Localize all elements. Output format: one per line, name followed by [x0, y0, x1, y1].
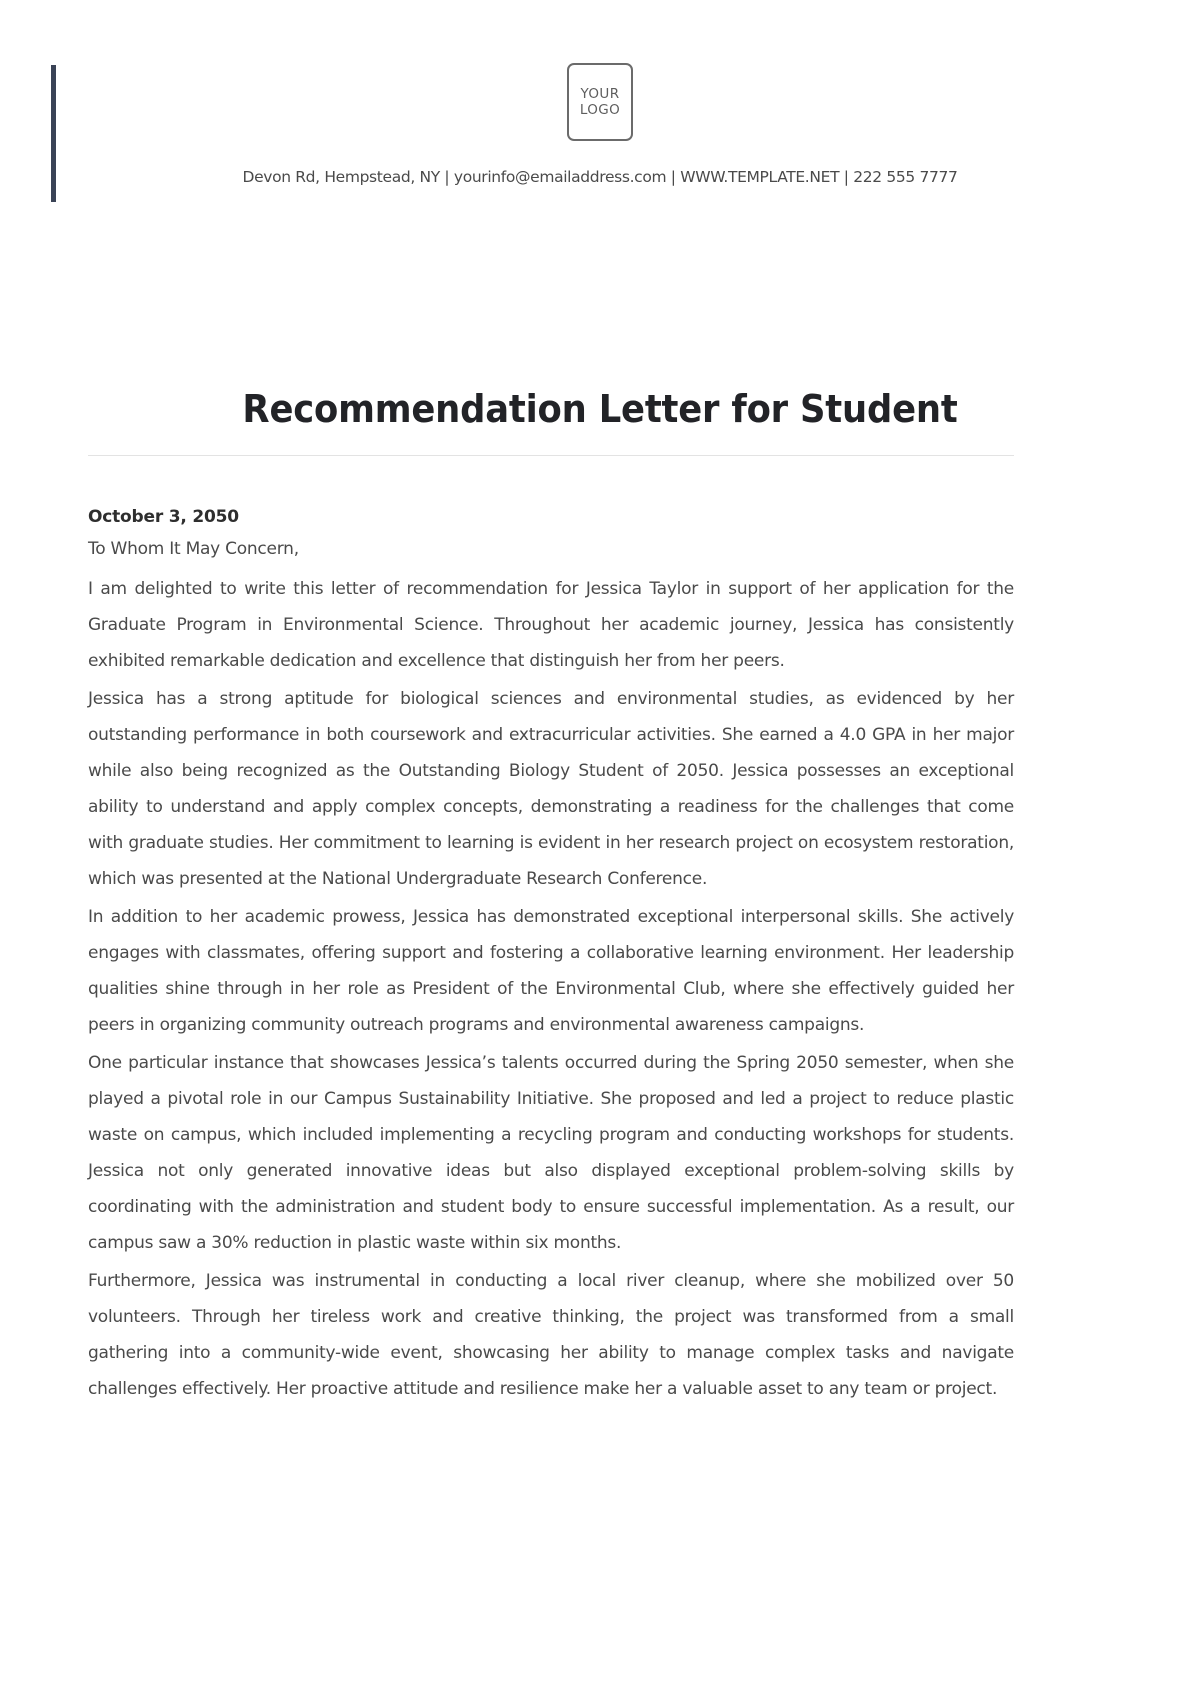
logo-text-line-2: LOGO [579, 102, 621, 118]
letter-paragraph: Jessica has a strong aptitude for biological sciences and environmental studies, as evidenced by her outstanding performance in both coursework and extracurricular activities. She earned a 4.0 GPA in her major while also being recognized as the Outstanding Biology Student of 2050. Jessica possesses an exceptional ability to understand and apply complex concepts, demonstrating a readiness for the challenges that come with graduate studies. Her commitment to learning is evident in her research project on ecosystem restoration, which was presented at the National Undergraduate Research Conference. [88, 689, 1014, 889]
letter-paragraph: One particular instance that showcases Jessica’s talents occurred during the Spring 2050 semester, when she played a pivotal role in our Campus Sustainability Initiative. She proposed and led a project to reduce plastic waste on campus, which included implementing a recycling program and conducting workshops for students. Jessica not only generated innovative ideas but also displayed exceptional problem-solving skills by coordinating with the administration and student body to ensure successful implementation. As a result, our campus saw a 30% reduction in plastic waste within six months. [88, 1053, 1014, 1253]
letter-paragraph: In addition to her academic prowess, Jessica has demonstrated exceptional interpersonal skills. She actively engages with classmates, offering support and fostering a collaborative learning environment. Her leadership qualities shine through in her role as President of the Environmental Club, where she effectively guided her peers in organizing community outreach programs and environmental awareness campaigns. [88, 907, 1014, 1035]
page-title: Recommendation Letter for Student [242, 387, 958, 432]
header-contact-line: Devon Rd, Hempstead, NY | yourinfo@emailaddress.com | WWW.TEMPLATE.NET | 222 555 7777 [242, 168, 958, 186]
logo-box [567, 63, 633, 141]
letter-paragraph: Furthermore, Jessica was instrumental in conducting a local river cleanup, where she mobilized over 50 volunteers. Through her tireless work and creative thinking, the project was transformed from a small gathering into a community-wide event, showcasing her ability to manage complex tasks and navigate challenges effectively. Her proactive attitude and resilience make her a valuable asset to any team or project. [88, 1271, 1014, 1399]
letter-salutation: To Whom It May Concern, [88, 539, 299, 559]
logo-placeholder [0, 63, 1200, 141]
letter-date: October 3, 2050 [88, 507, 239, 527]
letter-body [88, 507, 1014, 1409]
letter-paragraph: I am delighted to write this letter of recommendation for Jessica Taylor in support of her application for the Graduate Program in Environmental Science. Throughout her academic journey, Jessica has consistently exhibited remarkable dedication and excellence that distinguish her from her peers. [88, 579, 1014, 671]
title-divider [88, 455, 1014, 456]
logo-text-line-1: YOUR [580, 85, 620, 102]
